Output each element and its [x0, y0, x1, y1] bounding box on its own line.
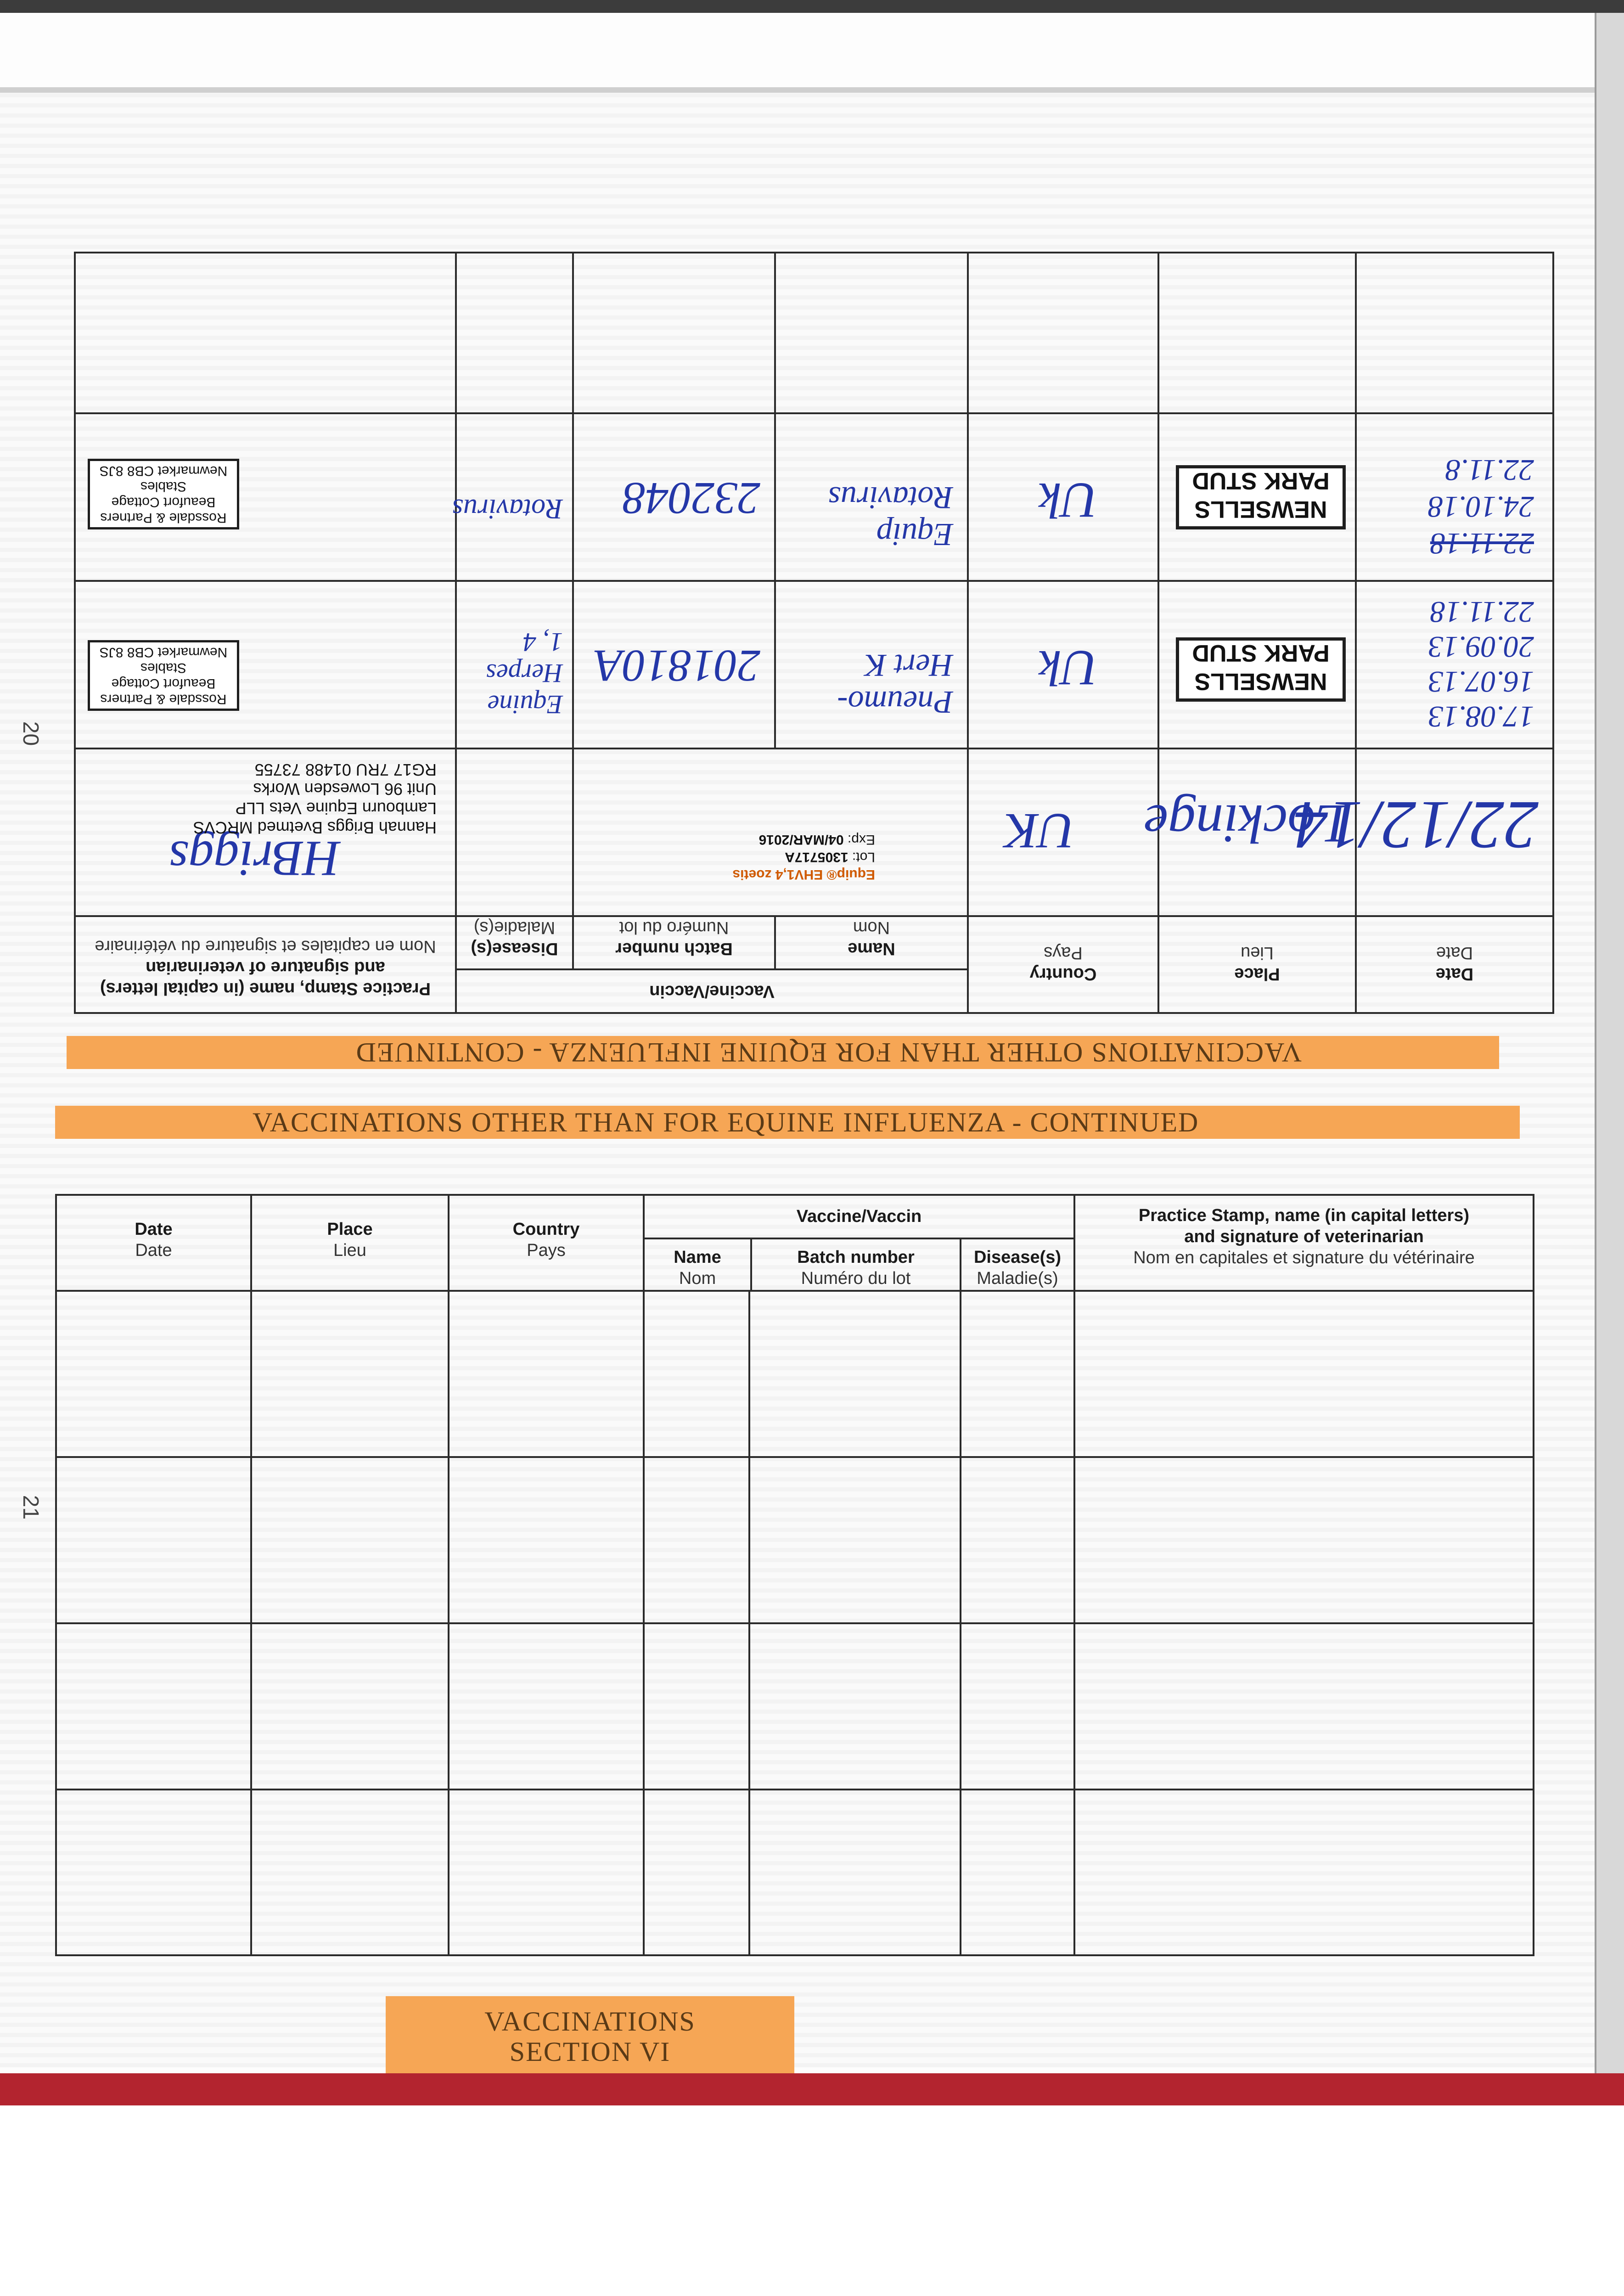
place-cell: Lockinge — [1158, 748, 1356, 916]
country-cell: UK — [968, 748, 1158, 916]
upper-page-rotated — [76, 252, 1554, 1068]
table-row — [56, 1457, 1534, 1623]
header-vaccine-group: Vaccine/Vaccin — [456, 969, 968, 1013]
country-cell: Uk — [968, 413, 1158, 581]
vaccine-sticker: Equip® EHV1,4 zoetis Lot: 1305717A Exp: 04/MAR/2016 — [732, 832, 875, 882]
place-cell — [1158, 581, 1356, 748]
header-disease: Disease(s) Maladie(s) — [961, 1238, 1074, 1291]
passport-cover-edge — [0, 2073, 1624, 2105]
header-country: Country Pays — [449, 1195, 644, 1291]
table-row — [56, 1291, 1534, 1457]
table-row — [56, 1790, 1534, 1955]
date-cell: 22.11.18 24.10.18 22.11.8 — [1356, 413, 1553, 581]
place-cell — [1158, 413, 1356, 581]
page-stack-edge — [0, 87, 1596, 93]
header-place: Place Lieu — [251, 1195, 449, 1291]
table-row — [75, 581, 1553, 748]
page-number-left: 20 — [18, 721, 43, 746]
header-stamp: Practice Stamp, name (in capital letters) and signature of veterinarian Nom en capitales et signature du vétérinaire — [1074, 1195, 1534, 1291]
table-row — [75, 413, 1553, 581]
header-date: Date Date — [1356, 916, 1553, 1013]
date-cell: 22/12/14 — [1356, 748, 1553, 916]
header-batch: Batch number Numéro du lot — [573, 916, 775, 969]
header-stamp: Practice Stamp, name (in capital letters) and signature of veterinarian Nom en capitales et signature du vétérinaire — [75, 916, 456, 1013]
banner-lower: VACCINATIONS OTHER THAN FOR EQUINE INFLUENZA - CONTINUED — [55, 1106, 1520, 1139]
stamp-cell — [75, 748, 456, 916]
scan-top-edge — [0, 0, 1624, 13]
header-disease: Disease(s) Maladie(s) — [456, 916, 573, 969]
upper-vaccination-table — [74, 252, 1554, 1014]
page-number-right: 21 — [18, 1495, 43, 1520]
header-date: Date Date — [56, 1195, 251, 1291]
stamp-cell — [75, 413, 456, 581]
header-name: Name Nom — [645, 1239, 752, 1290]
name-cell: Equip Rotavirus — [775, 413, 968, 581]
header-name: Name Nom — [775, 916, 968, 969]
scan-right-edge — [1595, 13, 1624, 2107]
country-cell: Uk — [968, 581, 1158, 748]
practice-stamp: Hannah Briggs Bvetmed MRCVS Lambourn Equine Vets LLP Unit 96 Lowesden Works RG17 7RU 01488 73755 — [193, 760, 437, 837]
practice-stamp: Rossdale & Partners Beaufort Cottage Stables Newmarket CB8 8JS — [88, 459, 239, 529]
disease-cell — [456, 748, 573, 916]
vaccine-label-cell — [573, 748, 968, 916]
lower-vaccination-table — [55, 1194, 1534, 1956]
batch-cell: 232048 — [573, 413, 775, 581]
header-batch: Batch number Numéro du lot — [797, 1248, 915, 1288]
section-tag: VACCINATIONS SECTION VI — [386, 1996, 794, 2077]
scan-bottom-margin — [0, 2105, 1624, 2296]
place-stamp: NEWSELLS PARK STUD — [1176, 465, 1346, 529]
disease-cell: Equine Herpes 1, 4 — [456, 581, 573, 748]
table-row — [56, 1623, 1534, 1790]
name-cell: Pneumo-Hert K — [775, 581, 968, 748]
signature: HBriggs — [169, 831, 340, 887]
batch-cell: 201810A — [573, 581, 775, 748]
header-vaccine-group: Vaccine/Vaccin — [644, 1195, 1074, 1238]
header-country: Country Pays — [968, 916, 1158, 1013]
place-stamp: NEWSELLS PARK STUD — [1176, 637, 1346, 702]
table-row — [75, 253, 1553, 413]
disease-cell: Rotavirus — [456, 413, 573, 581]
stamp-cell — [75, 581, 456, 748]
practice-stamp: Rossdale & Partners Beaufort Cottage Stables Newmarket CB8 8JS — [88, 640, 239, 711]
table-row — [75, 748, 1553, 916]
header-place: Place Lieu — [1158, 916, 1356, 1013]
banner-upper: VACCINATIONS OTHER THAN FOR EQUINE INFLUENZA - CONTINUED — [67, 1036, 1499, 1069]
date-cell: 17.08.13 16.07.13 20.09.13 22.11.18 — [1356, 581, 1553, 748]
